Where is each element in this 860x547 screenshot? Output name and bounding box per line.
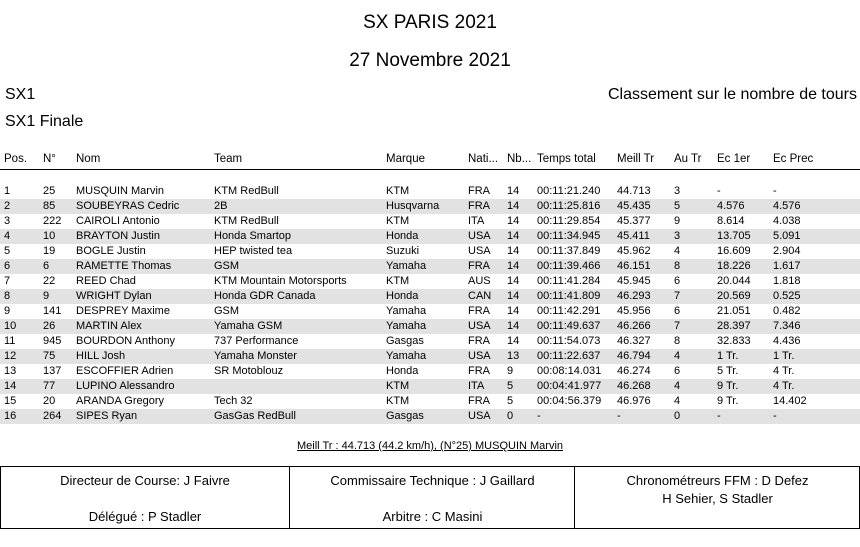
cell-team: 2B [214, 200, 228, 212]
cell-at-lap: 6 [674, 275, 681, 287]
event-title: SX PARIS 2021 [363, 12, 497, 33]
cell-at-lap: 5 [674, 200, 681, 212]
cell-best-lap: 44.713 [617, 185, 651, 197]
cell-number: 141 [43, 305, 62, 317]
table-row [0, 199, 860, 214]
cell-laps: 14 [507, 290, 520, 302]
cell-brand: Honda [386, 290, 419, 302]
cell-best-lap: 46.327 [617, 335, 651, 347]
cell-best-lap: 45.956 [617, 305, 651, 317]
cell-pos: 4 [4, 230, 11, 242]
cell-team: Tech 32 [214, 395, 253, 407]
table-row [0, 319, 860, 334]
cell-name: MUSQUIN Marvin [76, 185, 165, 197]
cell-at-lap: 6 [674, 305, 681, 317]
cell-name: BRAYTON Justin [76, 230, 160, 242]
delegate: Délégué : P Stadler [88, 509, 202, 524]
cell-at-lap: 8 [674, 335, 681, 347]
officials-cell-technical [289, 467, 575, 528]
cell-gap-first: 21.051 [717, 305, 751, 317]
cell-number: 77 [43, 380, 56, 392]
cell-gap-prev: 4 Tr. [773, 365, 795, 377]
event-date: 27 Novembre 2021 [349, 50, 511, 71]
officials-cell-timekeepers [574, 467, 860, 528]
cell-nationality: USA [468, 410, 491, 422]
cell-nationality: USA [468, 245, 491, 257]
cell-pos: 13 [4, 365, 17, 377]
col-header-brand: Marque [386, 153, 425, 165]
cell-gap-first: 32.833 [717, 335, 751, 347]
cell-at-lap: 6 [674, 365, 681, 377]
cell-brand: Yamaha [386, 305, 427, 317]
cell-gap-prev: 1.818 [773, 275, 801, 287]
cell-team: KTM RedBull [214, 185, 279, 197]
cell-name: SOUBEYRAS Cedric [76, 200, 180, 212]
cell-name: WRIGHT Dylan [76, 290, 152, 302]
cell-total-time: 00:11:39.466 [537, 260, 601, 272]
referee: Arbitre : C Masini [382, 509, 483, 524]
cell-best-lap: 46.274 [617, 365, 651, 377]
best-lap-summary [0, 440, 860, 452]
cell-at-lap: 0 [674, 410, 681, 422]
cell-nationality: CAN [468, 290, 492, 302]
table-row [0, 334, 860, 349]
technical-commissioner: Commissaire Technique : J Gaillard [330, 473, 535, 488]
cell-gap-first: 4.576 [717, 200, 745, 212]
cell-at-lap: 9 [674, 215, 681, 227]
cell-nationality: USA [468, 320, 491, 332]
cell-at-lap: 8 [674, 260, 681, 272]
cell-best-lap: 46.266 [617, 320, 651, 332]
table-row [0, 304, 860, 319]
cell-best-lap: 45.377 [617, 215, 651, 227]
cell-total-time: 00:11:49.637 [537, 320, 601, 332]
cell-at-lap: 4 [674, 245, 681, 257]
col-header-total-time: Temps total [537, 153, 596, 165]
cell-total-time: 00:11:21.240 [537, 185, 601, 197]
cell-total-time: 00:11:42.291 [537, 305, 601, 317]
cell-total-time: 00:11:37.849 [537, 245, 601, 257]
cell-total-time: 00:11:34.945 [537, 230, 601, 242]
cell-gap-first: 16.609 [717, 245, 751, 257]
cell-pos: 2 [4, 200, 11, 212]
cell-at-lap: 7 [674, 290, 681, 302]
cell-laps: 9 [507, 365, 514, 377]
cell-gap-first: 9 Tr. [717, 395, 739, 407]
cell-best-lap: 45.435 [617, 200, 651, 212]
cell-team: GSM [214, 260, 240, 272]
cell-laps: 14 [507, 320, 520, 332]
cell-laps: 5 [507, 395, 514, 407]
table-row [0, 229, 860, 244]
cell-name: MARTIN Alex [76, 320, 142, 332]
cell-nationality: FRA [468, 335, 490, 347]
cell-brand: KTM [386, 185, 410, 197]
cell-gap-first: 8.614 [717, 215, 745, 227]
cell-best-lap: 46.293 [617, 290, 651, 302]
cell-pos: 7 [4, 275, 11, 287]
cell-name: BOGLE Justin [76, 245, 146, 257]
cell-gap-first: 13.705 [717, 230, 751, 242]
cell-total-time: 00:11:22.637 [537, 350, 601, 362]
cell-gap-first: 20.044 [717, 275, 751, 287]
cell-gap-prev: 0.482 [773, 305, 801, 317]
cell-at-lap: 7 [674, 320, 681, 332]
cell-gap-prev: 1 Tr. [773, 350, 795, 362]
cell-brand: KTM [386, 275, 410, 287]
cell-laps: 14 [507, 230, 520, 242]
cell-gap-prev: - [773, 185, 777, 197]
cell-gap-first: 9 Tr. [717, 380, 739, 392]
cell-number: 137 [43, 365, 62, 377]
cell-nationality: USA [468, 230, 491, 242]
cell-number: 945 [43, 335, 62, 347]
cell-brand: KTM [386, 380, 410, 392]
table-row [0, 214, 860, 229]
table-row [0, 349, 860, 364]
cell-pos: 1 [4, 185, 11, 197]
cell-pos: 9 [4, 305, 11, 317]
table-row [0, 244, 860, 259]
cell-name: ESCOFFIER Adrien [76, 365, 174, 377]
cell-gap-first: - [717, 410, 721, 422]
col-header-team: Team [214, 153, 243, 165]
cell-laps: 14 [507, 305, 520, 317]
cell-total-time: - [537, 410, 541, 422]
cell-team: KTM Mountain Motorsports [214, 275, 347, 287]
cell-brand: Yamaha [386, 320, 427, 332]
cell-number: 10 [43, 230, 56, 242]
cell-nationality: ITA [468, 215, 485, 227]
cell-nationality: AUS [468, 275, 491, 287]
officials-cell-director [1, 467, 289, 528]
cell-pos: 12 [4, 350, 17, 362]
table-row [0, 409, 860, 424]
cell-total-time: 00:04:56.379 [537, 395, 602, 407]
cell-laps: 14 [507, 215, 520, 227]
cell-best-lap: - [617, 410, 621, 422]
cell-at-lap: 4 [674, 380, 681, 392]
cell-best-lap: 46.976 [617, 395, 651, 407]
category-label: SX1 [5, 86, 36, 103]
cell-total-time: 00:04:41.977 [537, 380, 602, 392]
cell-pos: 11 [4, 335, 16, 347]
cell-nationality: USA [468, 350, 491, 362]
cell-gap-prev: 4 Tr. [773, 380, 795, 392]
cell-number: 264 [43, 410, 62, 422]
cell-pos: 10 [4, 320, 17, 332]
cell-number: 26 [43, 320, 56, 332]
cell-best-lap: 46.151 [617, 260, 651, 272]
classification-mode: Classement sur le nombre de tours [608, 86, 857, 103]
cell-total-time: 00:11:29.854 [537, 215, 601, 227]
cell-laps: 14 [507, 245, 520, 257]
cell-laps: 13 [507, 350, 520, 362]
cell-gap-first: 5 Tr. [717, 365, 739, 377]
cell-best-lap: 46.268 [617, 380, 651, 392]
cell-nationality: FRA [468, 185, 490, 197]
cell-gap-first: 20.569 [717, 290, 751, 302]
cell-at-lap: 3 [674, 185, 681, 197]
cell-brand: Husqvarna [386, 200, 440, 212]
table-row [0, 274, 860, 289]
cell-total-time: 00:11:41.809 [537, 290, 601, 302]
cell-gap-prev: 4.436 [773, 335, 801, 347]
cell-brand: Suzuki [386, 245, 420, 257]
cell-brand: Honda [386, 365, 419, 377]
table-row [0, 364, 860, 379]
cell-total-time: 00:11:41.284 [537, 275, 601, 287]
cell-team: GSM [214, 305, 240, 317]
col-header-name: Nom [76, 153, 101, 165]
cell-name: REED Chad [76, 275, 136, 287]
cell-gap-prev: 4.038 [773, 215, 801, 227]
cell-brand: Gasgas [386, 335, 424, 347]
cell-best-lap: 45.945 [617, 275, 651, 287]
cell-gap-first: 1 Tr. [717, 350, 739, 362]
col-header-at-lap: Au Tr [674, 153, 702, 165]
cell-pos: 5 [4, 245, 11, 257]
col-header-nationality: Nati... [468, 153, 499, 165]
cell-name: CAIROLI Antonio [76, 215, 160, 227]
cell-number: 222 [43, 215, 62, 227]
cell-laps: 0 [507, 410, 514, 422]
race-label: SX1 Finale [5, 113, 84, 130]
cell-laps: 14 [507, 260, 520, 272]
cell-at-lap: 4 [674, 350, 681, 362]
cell-gap-prev: 2.904 [773, 245, 801, 257]
cell-gap-prev: 14.402 [773, 395, 807, 407]
cell-pos: 6 [4, 260, 11, 272]
cell-nationality: FRA [468, 305, 490, 317]
cell-nationality: ITA [468, 380, 485, 392]
col-header-laps: Nb... [507, 153, 532, 165]
cell-brand: Yamaha [386, 260, 427, 272]
cell-total-time: 00:08:14.031 [537, 365, 602, 377]
cell-name: RAMETTE Thomas [76, 260, 172, 272]
cell-pos: 3 [4, 215, 11, 227]
col-header-pos: Pos. [4, 153, 28, 165]
cell-pos: 8 [4, 290, 11, 302]
cell-brand: KTM [386, 215, 410, 227]
timekeepers-line1: Chronométreurs FFM : D Defez [626, 473, 809, 488]
cell-laps: 14 [507, 275, 520, 287]
cell-laps: 14 [507, 200, 520, 212]
cell-number: 20 [43, 395, 56, 407]
cell-name: LUPINO Alessandro [76, 380, 175, 392]
col-header-best-lap: Meill Tr [617, 153, 655, 165]
cell-pos: 14 [4, 380, 17, 392]
col-header-gap-prev: Ec Prec [773, 153, 814, 165]
cell-gap-first: 28.397 [717, 320, 751, 332]
cell-best-lap: 45.411 [617, 230, 650, 242]
table-row [0, 394, 860, 409]
cell-pos: 16 [4, 410, 17, 422]
cell-name: BOURDON Anthony [76, 335, 176, 347]
cell-number: 6 [43, 260, 50, 272]
cell-at-lap: 4 [674, 395, 681, 407]
cell-name: DESPREY Maxime [76, 305, 170, 317]
cell-nationality: FRA [468, 200, 490, 212]
cell-gap-prev: 4.576 [773, 200, 801, 212]
table-row [0, 184, 860, 199]
cell-nationality: FRA [468, 260, 490, 272]
race-director: Directeur de Course: J Faivre [60, 473, 230, 488]
cell-total-time: 00:11:25.816 [537, 200, 601, 212]
officials-box [0, 466, 860, 529]
cell-name: ARANDA Gregory [76, 395, 165, 407]
cell-gap-prev: 7.346 [773, 320, 801, 332]
cell-team: KTM RedBull [214, 215, 279, 227]
cell-at-lap: 3 [674, 230, 681, 242]
cell-team: SR Motoblouz [214, 365, 284, 377]
cell-total-time: 00:11:54.073 [537, 335, 601, 347]
cell-gap-prev: 5.091 [773, 230, 801, 242]
cell-team: Yamaha GSM [214, 320, 283, 332]
cell-name: SIPES Ryan [76, 410, 138, 422]
cell-gap-first: 18.226 [717, 260, 751, 272]
cell-team: Honda GDR Canada [214, 290, 316, 302]
cell-laps: 5 [507, 380, 514, 392]
table-row [0, 289, 860, 304]
table-row [0, 259, 860, 274]
cell-team: Honda Smartop [214, 230, 292, 242]
cell-gap-prev: 1.617 [773, 260, 801, 272]
cell-laps: 14 [507, 185, 520, 197]
col-header-gap-first: Ec 1er [717, 153, 751, 165]
cell-team: GasGas RedBull [214, 410, 296, 422]
cell-gap-prev: 0.525 [773, 290, 801, 302]
cell-number: 25 [43, 185, 56, 197]
header-divider [0, 169, 860, 170]
cell-number: 19 [43, 245, 56, 257]
table-row [0, 379, 860, 394]
best-lap-text: Meill Tr : 44.713 (44.2 km/h), (N°25) MUSQUIN Marvin [296, 440, 564, 452]
cell-gap-first: - [717, 185, 721, 197]
cell-number: 22 [43, 275, 56, 287]
cell-gap-prev: - [773, 410, 777, 422]
cell-number: 85 [43, 200, 56, 212]
cell-laps: 14 [507, 335, 520, 347]
cell-brand: Yamaha [386, 350, 427, 362]
cell-team: HEP twisted tea [214, 245, 293, 257]
cell-team: Yamaha Monster [214, 350, 297, 362]
cell-best-lap: 46.794 [617, 350, 651, 362]
cell-brand: KTM [386, 395, 410, 407]
cell-best-lap: 45.962 [617, 245, 651, 257]
cell-nationality: FRA [468, 395, 490, 407]
cell-pos: 15 [4, 395, 17, 407]
col-header-number: N° [43, 153, 56, 165]
cell-number: 9 [43, 290, 50, 302]
cell-brand: Gasgas [386, 410, 424, 422]
cell-name: HILL Josh [76, 350, 126, 362]
cell-nationality: FRA [468, 365, 490, 377]
cell-number: 75 [43, 350, 56, 362]
cell-team: 737 Performance [214, 335, 299, 347]
cell-brand: Honda [386, 230, 419, 242]
timekeepers-line2: H Sehier, S Stadler [662, 491, 773, 506]
